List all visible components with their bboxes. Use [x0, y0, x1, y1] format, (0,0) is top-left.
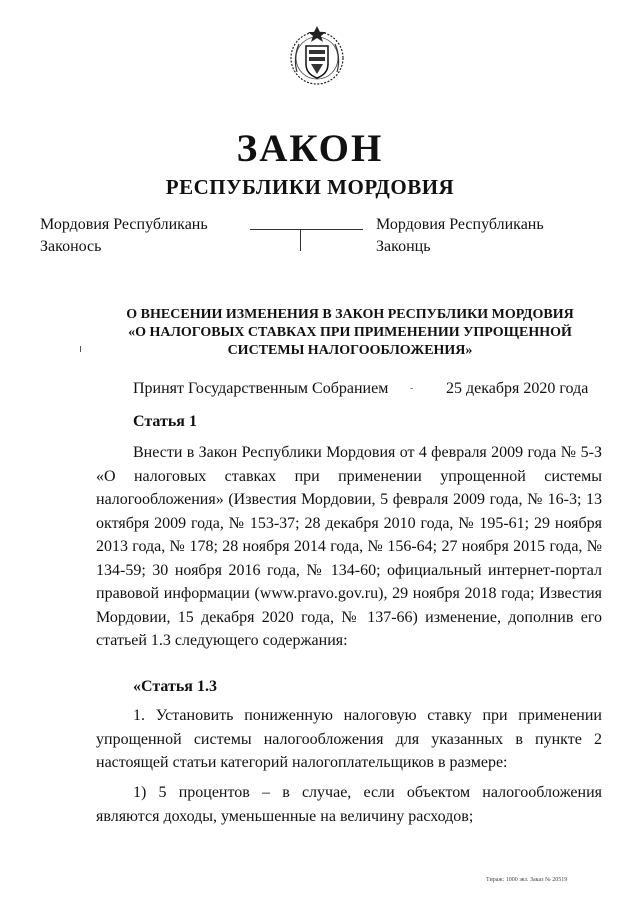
print-info: Тираж: 1000 экз. Заказ № 20519 [486, 877, 568, 883]
scan-mark [80, 346, 81, 352]
article-1-3-paragraph-1 [96, 704, 602, 775]
erzya-caption-line2: Законось [40, 238, 102, 255]
adoption-date: 25 декабря 2020 года [446, 380, 589, 397]
erzya-caption-line1: Мордовия Республикань [40, 216, 208, 233]
article-1-text-content: Внести в Закон Республики Мордовия от 4 февраля 2009 года № 5-З «О налоговых ставках при применении упрощенной системы налогообложения» (Известия Мордовии, 5 февраля 2009 года, № 16-3; 13 октября 2009 года, № 153-37; 28 декабря 2010 года, № 195-61; 29 ноября 2013 года, № 178; 28 ноября 2014 года, № 156-64; 27 ноября 2015 года, № 134-59; 30 ноября 2016 года, № 134-60; официальный интернет-портал правовой информации (www.pravo.gov.ru), 29 ноября 2018 года; Известия Мордовии, 15 декабря 2020 года, № 137-66) изменение, дополнив его статьей 1.3 следующего содержания: [96, 444, 602, 649]
law-heading-line1: О ВНЕСЕНИИ ИЗМЕНЕНИЯ В ЗАКОН РЕСПУБЛИКИ МОРДОВИЯ [126, 307, 574, 322]
article-1-3-paragraph-1-content: 1. Установить пониженную налоговую ставку при применении упрощенной системы налогообложения для указанных в пункте 2 настоящей статьи категорий налогоплательщиков в размере: [96, 707, 602, 771]
moksha-caption [376, 214, 544, 258]
moksha-caption-line1: Мордовия Республикань [376, 216, 544, 233]
coat-of-arms-icon [287, 24, 347, 88]
article-1-text [96, 441, 602, 653]
separator-line [250, 229, 363, 230]
article-1-3-paragraph-2 [96, 781, 602, 828]
separator-tick [300, 229, 301, 251]
document-subtitle: РЕСПУБЛИКИ МОРДОВИЯ [165, 175, 455, 199]
adopted-by: Принят Государственным Собранием [133, 380, 389, 397]
law-heading-line2: «О НАЛОГОВЫХ СТАВКАХ ПРИ ПРИМЕНЕНИИ УПРОЩЕННОЙ [128, 325, 572, 340]
scan-dash: - [410, 383, 414, 394]
moksha-caption-line2: Законць [376, 238, 431, 255]
law-heading [110, 306, 590, 360]
law-heading-line3: СИСТЕМЫ НАЛОГООБЛОЖЕНИЯ» [227, 343, 473, 358]
erzya-caption [40, 214, 208, 258]
article-1-3-paragraph-2-content: 1) 5 процентов – в случае, если объектом налогообложения являются доходы, уменьшенные на величину расходов; [96, 784, 602, 825]
document-title: ЗАКОН [236, 127, 384, 170]
article-1-heading: Статья 1 [133, 413, 197, 430]
article-1-3-heading: «Статья 1.3 [133, 678, 217, 695]
